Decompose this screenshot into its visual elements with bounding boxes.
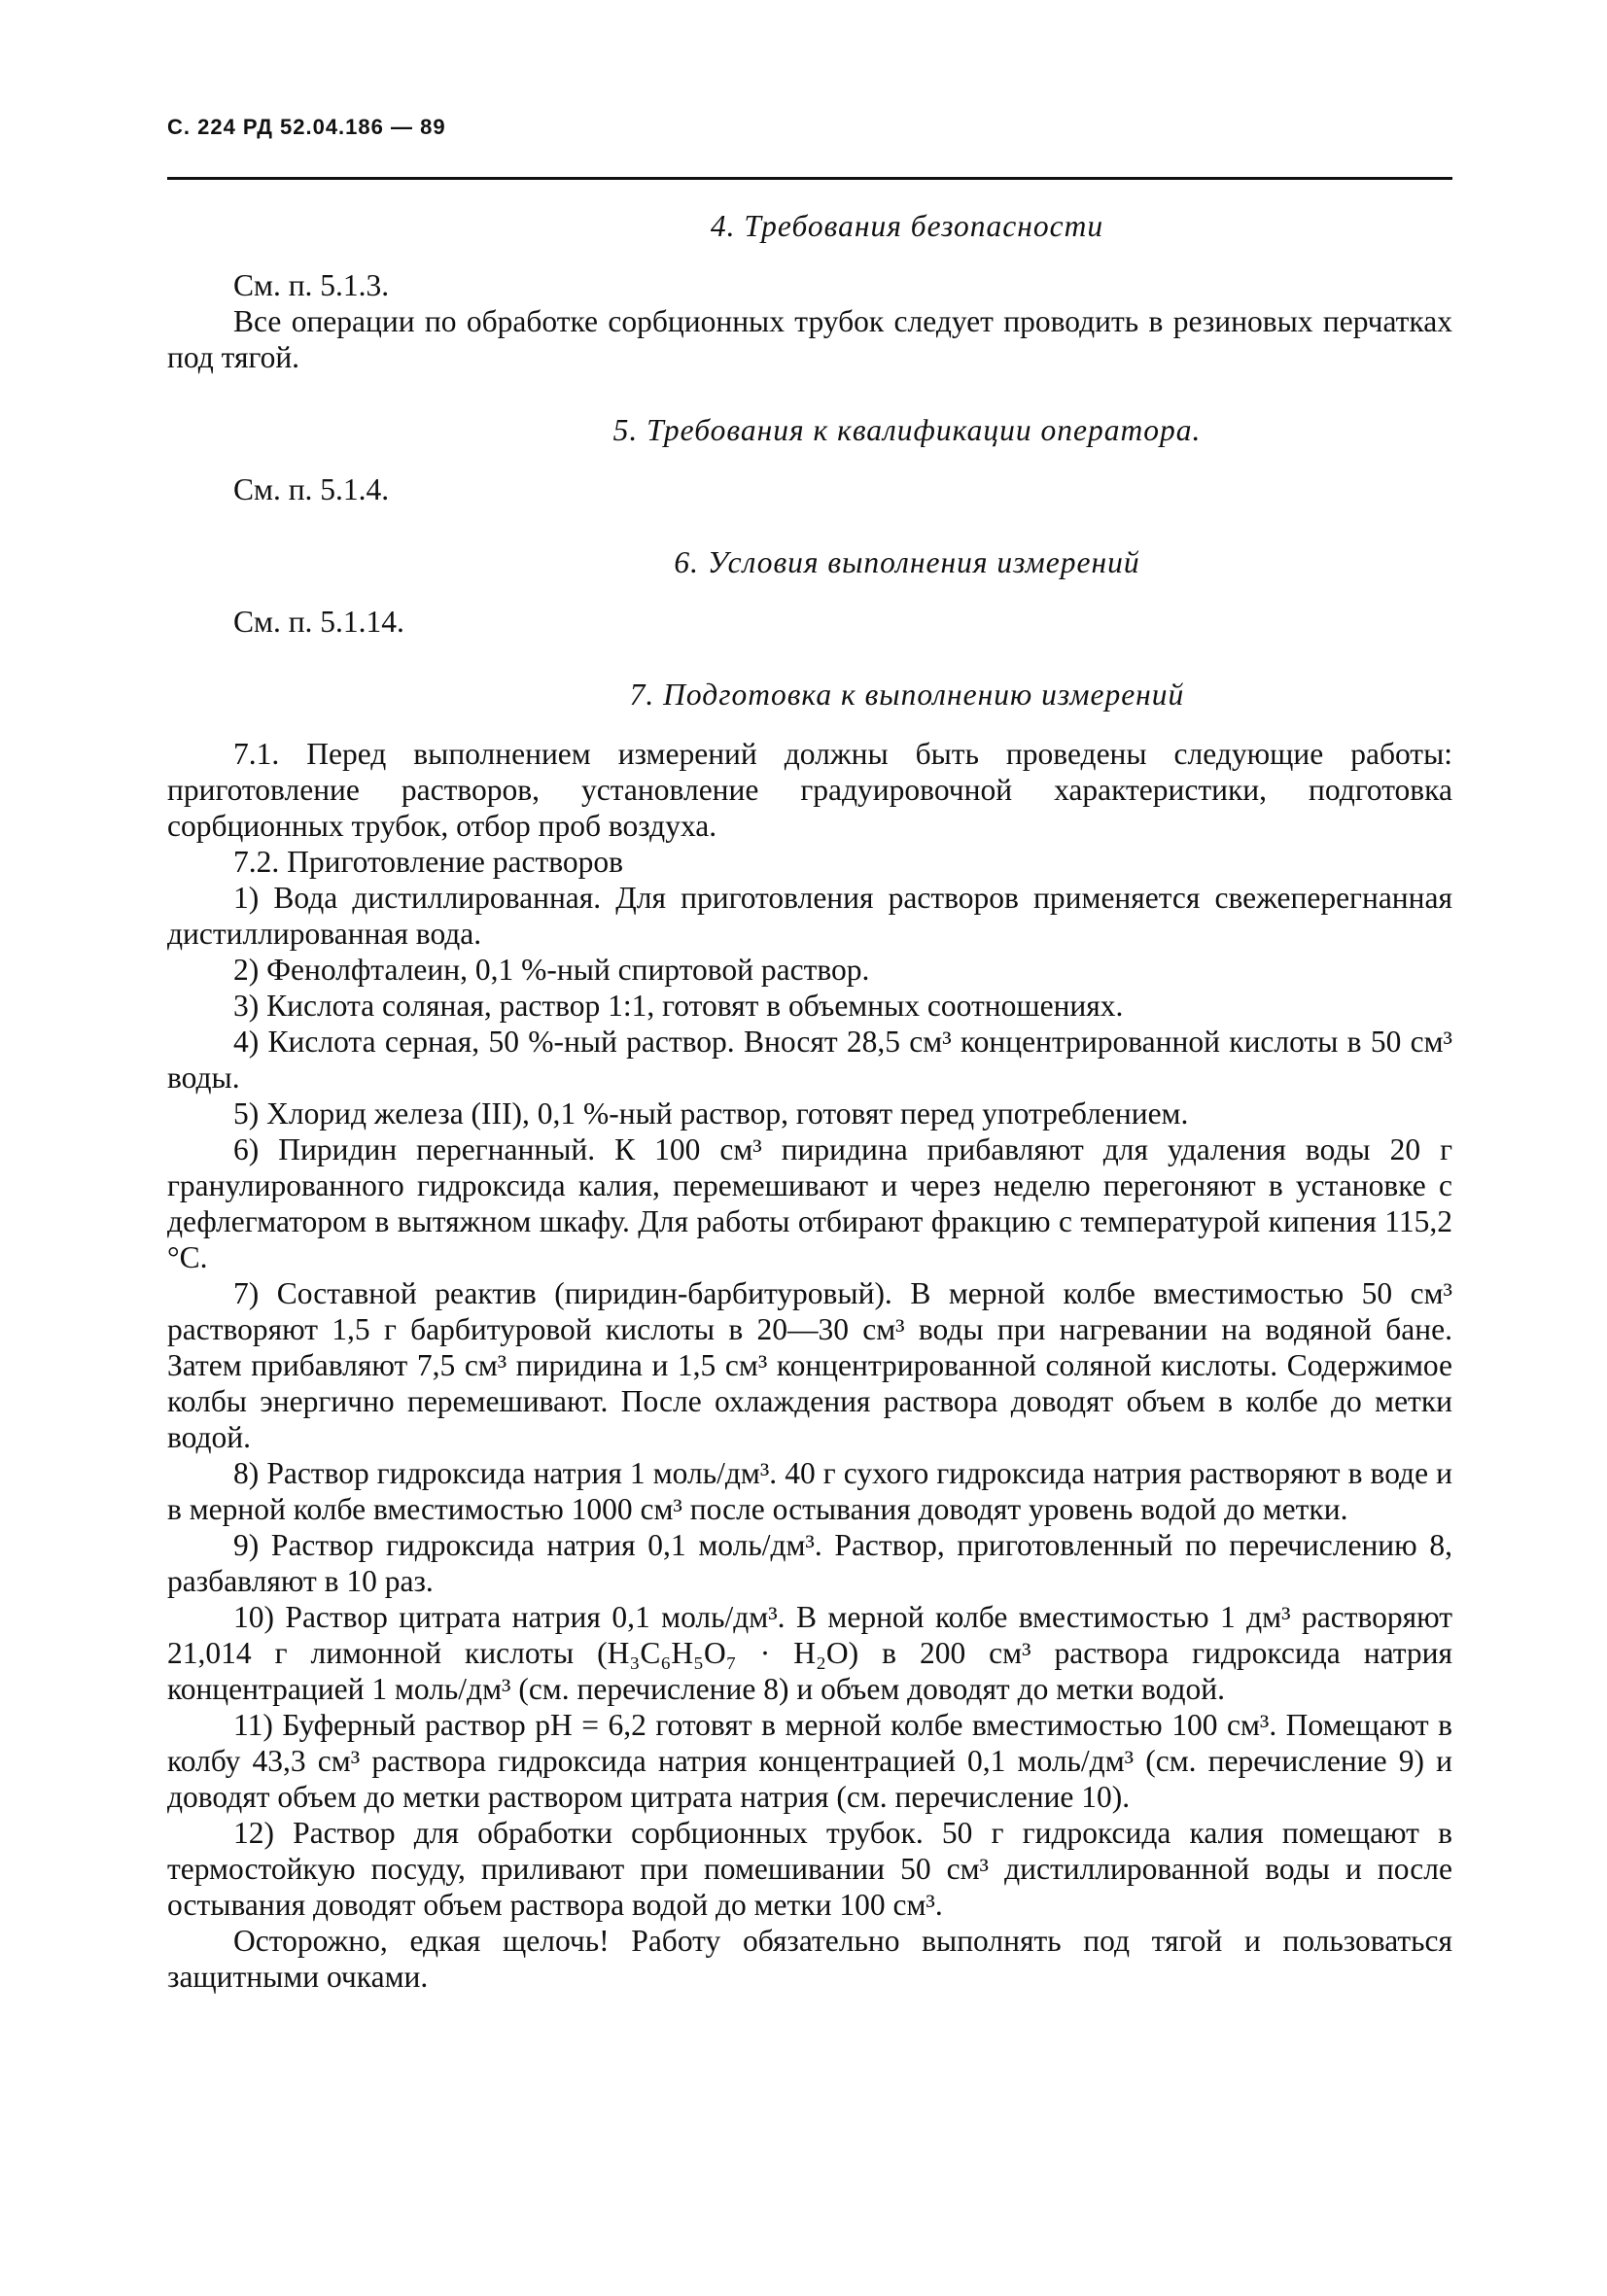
paragraph-7-2-heading: 7.2. Приготовление растворов (233, 845, 624, 879)
safety-warning: Осторожно, едкая щелочь! Работу обязательно выполнять под тягой и пользоваться защитными очками. (167, 1924, 1452, 1994)
list-item-8: 8) Раствор гидроксида натрия 1 моль/дм³. 40 г сухого гидроксида натрия растворяют в воде и в мерной колбе вместимостью 1000 см³ после остывания доводят уровень водой до метки. (167, 1456, 1452, 1526)
section-5-reference: См. п. 5.1.4. (233, 472, 390, 506)
page-header: С. 224 РД 52.04.186 — 89 (167, 115, 446, 139)
section-6-title: 6. Условия выполнения измерений (674, 545, 1140, 579)
list-item-10: 10) Раствор цитрата натрия 0,1 моль/дм³. В мерной колбе вместимостью 1 дм³ растворяют 21,014 г лимонной кислоты (H₃C₆H₅O₇ · H₂O) в 200 см³ раствора гидроксида натрия концентрацией 1 моль/дм³ (см. перечисление 8) и объем доводят до метки водой. (167, 1600, 1452, 1706)
list-item-9: 9) Раствор гидроксида натрия 0,1 моль/дм³. Раствор, приготовленный по перечислению 8, разбавляют в 10 раз. (167, 1528, 1452, 1598)
list-item-5: 5) Хлорид железа (III), 0,1 %-ный раствор, готовят перед употреблением. (233, 1096, 1189, 1131)
section-5-title: 5. Требования к квалификации оператора. (612, 413, 1202, 447)
list-item-7: 7) Составной реактив (пиридин-барбитуровый). В мерной колбе вместимостью 50 см³ растворяют 1,5 г барбитуровой кислоты в 20—30 см³ воды при нагревании на водяной бане. Затем прибавляют 7,5 см³ пиридина и 1,5 см³ концентрированной соляной кислоты. Содержимое колбы энергично перемешивают. После охлаждения раствора доводят объем в колбе до метки водой. (167, 1276, 1452, 1454)
paragraph-7-1: 7.1. Перед выполнением измерений должны быть проведены следующие работы: приготовление растворов, установление градуировочной характеристики, подготовка сорбционных трубок, отбор проб воздуха. (167, 737, 1452, 843)
list-item-12: 12) Раствор для обработки сорбционных трубок. 50 г гидроксида калия помещают в термостойкую посуду, приливают при помешивании 50 см³ дистиллированной воды и после остывания доводят объем раствора водой до метки 100 см³. (167, 1816, 1452, 1922)
section-6-reference: См. п. 5.1.14. (233, 605, 404, 639)
list-item-3: 3) Кислота соляная, раствор 1:1, готовят в объемных соотношениях. (233, 989, 1124, 1023)
section-4-reference: См. п. 5.1.3. (233, 268, 390, 302)
list-item-4: 4) Кислота серная, 50 %-ный раствор. Вносят 28,5 см³ концентрированной кислоты в 50 см³ воды. (167, 1025, 1452, 1095)
section-4-text: Все операции по обработке сорбционных трубок следует проводить в резиновых перчатках под тягой. (167, 304, 1452, 374)
document-body (167, 208, 1452, 1995)
section-7-title: 7. Подготовка к выполнению измерений (629, 678, 1185, 712)
list-item-1: 1) Вода дистиллированная. Для приготовления растворов применяется свежеперегнанная дистиллированная вода. (167, 881, 1452, 951)
list-item-11: 11) Буферный раствор pH = 6,2 готовят в мерной колбе вместимостью 100 см³. Помещают в колбу 43,3 см³ раствора гидроксида натрия концентрацией 0,1 моль/дм³ (см. перечисление 9) и доводят объем до метки раствором цитрата натрия (см. перечисление 10). (167, 1708, 1452, 1814)
section-4-title: 4. Требования безопасности (710, 209, 1104, 243)
list-item-2: 2) Фенолфталеин, 0,1 %-ный спиртовой раствор. (233, 953, 870, 987)
header-divider (167, 177, 1452, 180)
list-item-6: 6) Пиридин перегнанный. К 100 см³ пиридина прибавляют для удаления воды 20 г гранулированного гидроксида калия, перемешивают и через неделю перегоняют в установке с дефлегматором в вытяжном шкафу. Для работы отбирают фракцию с температурой кипения 115,2 °С. (167, 1132, 1452, 1274)
